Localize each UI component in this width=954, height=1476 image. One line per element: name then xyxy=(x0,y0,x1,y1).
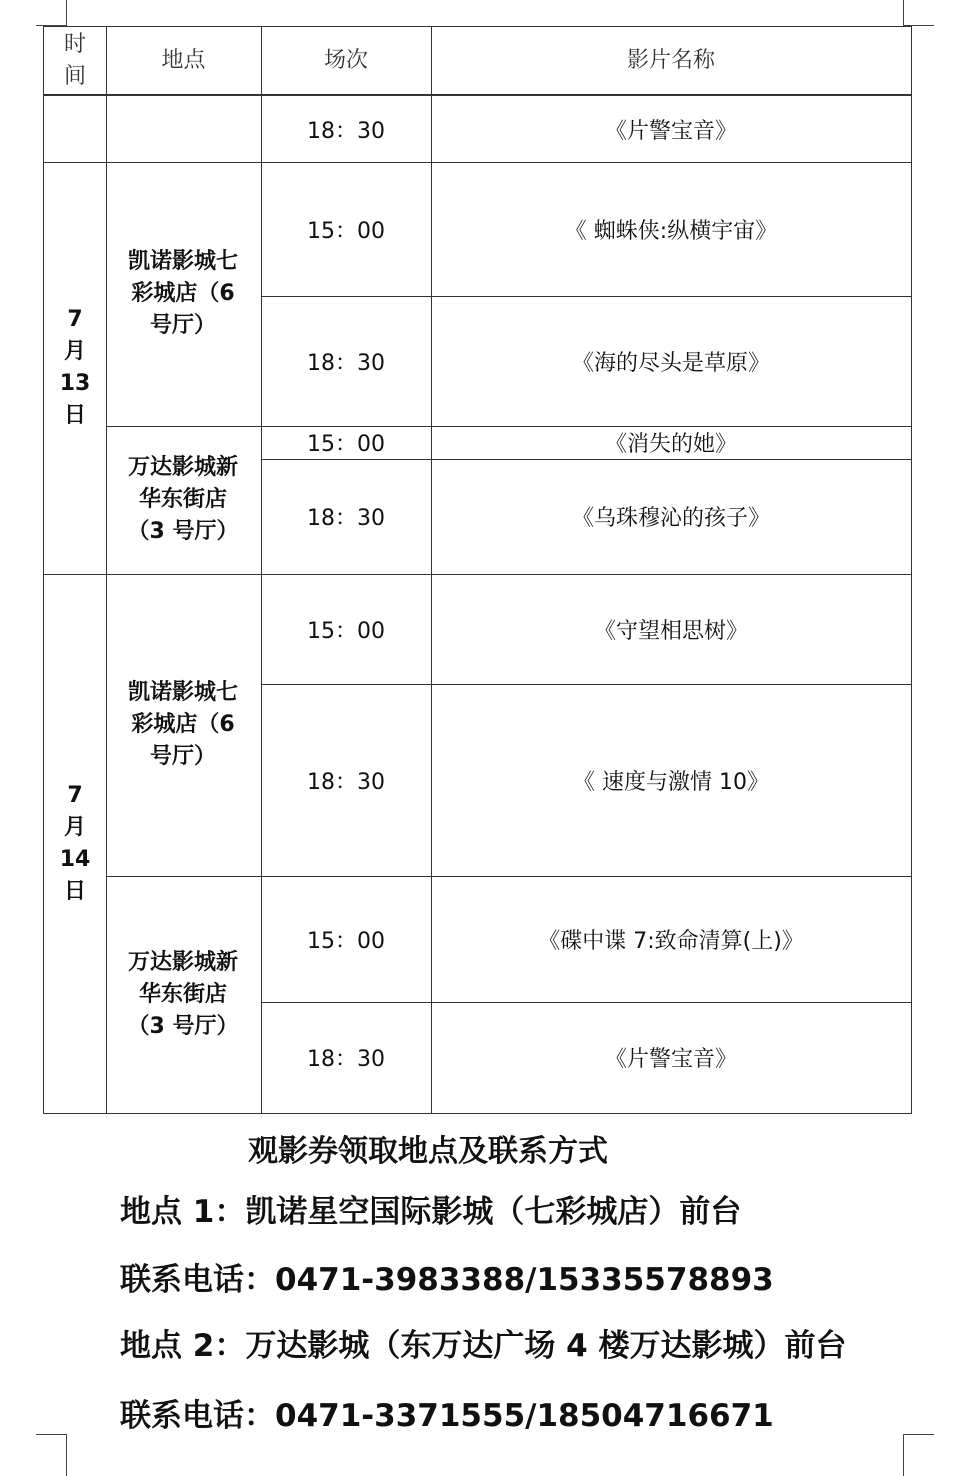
crop-mark xyxy=(66,1434,67,1476)
header-session: 场次 xyxy=(323,48,368,73)
film-title: 《片警宝音》 xyxy=(604,1047,737,1072)
session-time: 18：30 xyxy=(307,350,385,376)
film-title: 《 速度与激情 10》 xyxy=(573,769,769,795)
film-title: 《乌珠穆沁的孩子》 xyxy=(571,506,770,531)
table-border xyxy=(106,26,107,1114)
venue-cell: 凯诺影城七彩城店（6号厅） xyxy=(127,680,238,769)
header-place: 地点 xyxy=(161,48,206,73)
crop-mark xyxy=(903,0,904,26)
table-border xyxy=(43,1113,912,1114)
session-time: 15：00 xyxy=(307,218,385,244)
pickup-location-1: 地点 1：凯诺星空国际影城（七彩城店）前台 xyxy=(120,1194,742,1230)
crop-mark xyxy=(903,1434,904,1476)
session-time: 18：30 xyxy=(307,506,385,531)
crop-mark xyxy=(36,1434,67,1435)
film-title: 《消失的她》 xyxy=(604,432,737,457)
venue-cell: 万达影城新华东街店（3 号厅） xyxy=(127,949,239,1039)
contact-phone-2: 联系电话：0471-3371555/18504716671 xyxy=(120,1398,774,1434)
venue-cell: 万达影城新华东街店（3 号厅） xyxy=(127,455,239,544)
header-time: 时间 xyxy=(63,32,86,89)
crop-mark xyxy=(66,0,67,26)
header-film: 影片名称 xyxy=(626,48,715,73)
film-title: 《碟中谍 7:致命清算(上)》 xyxy=(538,928,804,954)
venue-cell: 凯诺影城七彩城店（6号厅） xyxy=(127,249,238,338)
crop-mark xyxy=(903,1434,934,1435)
session-time: 15：00 xyxy=(307,432,385,457)
film-title: 《片警宝音》 xyxy=(604,118,737,144)
session-time: 18：30 xyxy=(307,118,385,144)
table-border xyxy=(43,26,912,27)
date-cell: 7月14日 xyxy=(59,782,91,904)
pickup-location-2: 地点 2：万达影城（东万达广场 4 楼万达影城）前台 xyxy=(120,1328,847,1364)
info-heading: 观影券领取地点及联系方式 xyxy=(248,1134,608,1169)
session-time: 15：00 xyxy=(307,618,385,644)
session-time: 18：30 xyxy=(307,1047,385,1072)
date-cell: 7月13日 xyxy=(59,307,91,428)
session-time: 15：00 xyxy=(307,928,385,954)
contact-phone-1: 联系电话：0471-3983388/15335578893 xyxy=(120,1262,774,1298)
film-title: 《海的尽头是草原》 xyxy=(571,350,770,376)
table-border xyxy=(911,26,912,1114)
table-border xyxy=(43,26,44,1114)
film-title: 《守望相思树》 xyxy=(593,618,748,644)
session-time: 18：30 xyxy=(307,769,385,795)
film-title: 《 蜘蛛侠:纵横宇宙》 xyxy=(564,218,778,244)
